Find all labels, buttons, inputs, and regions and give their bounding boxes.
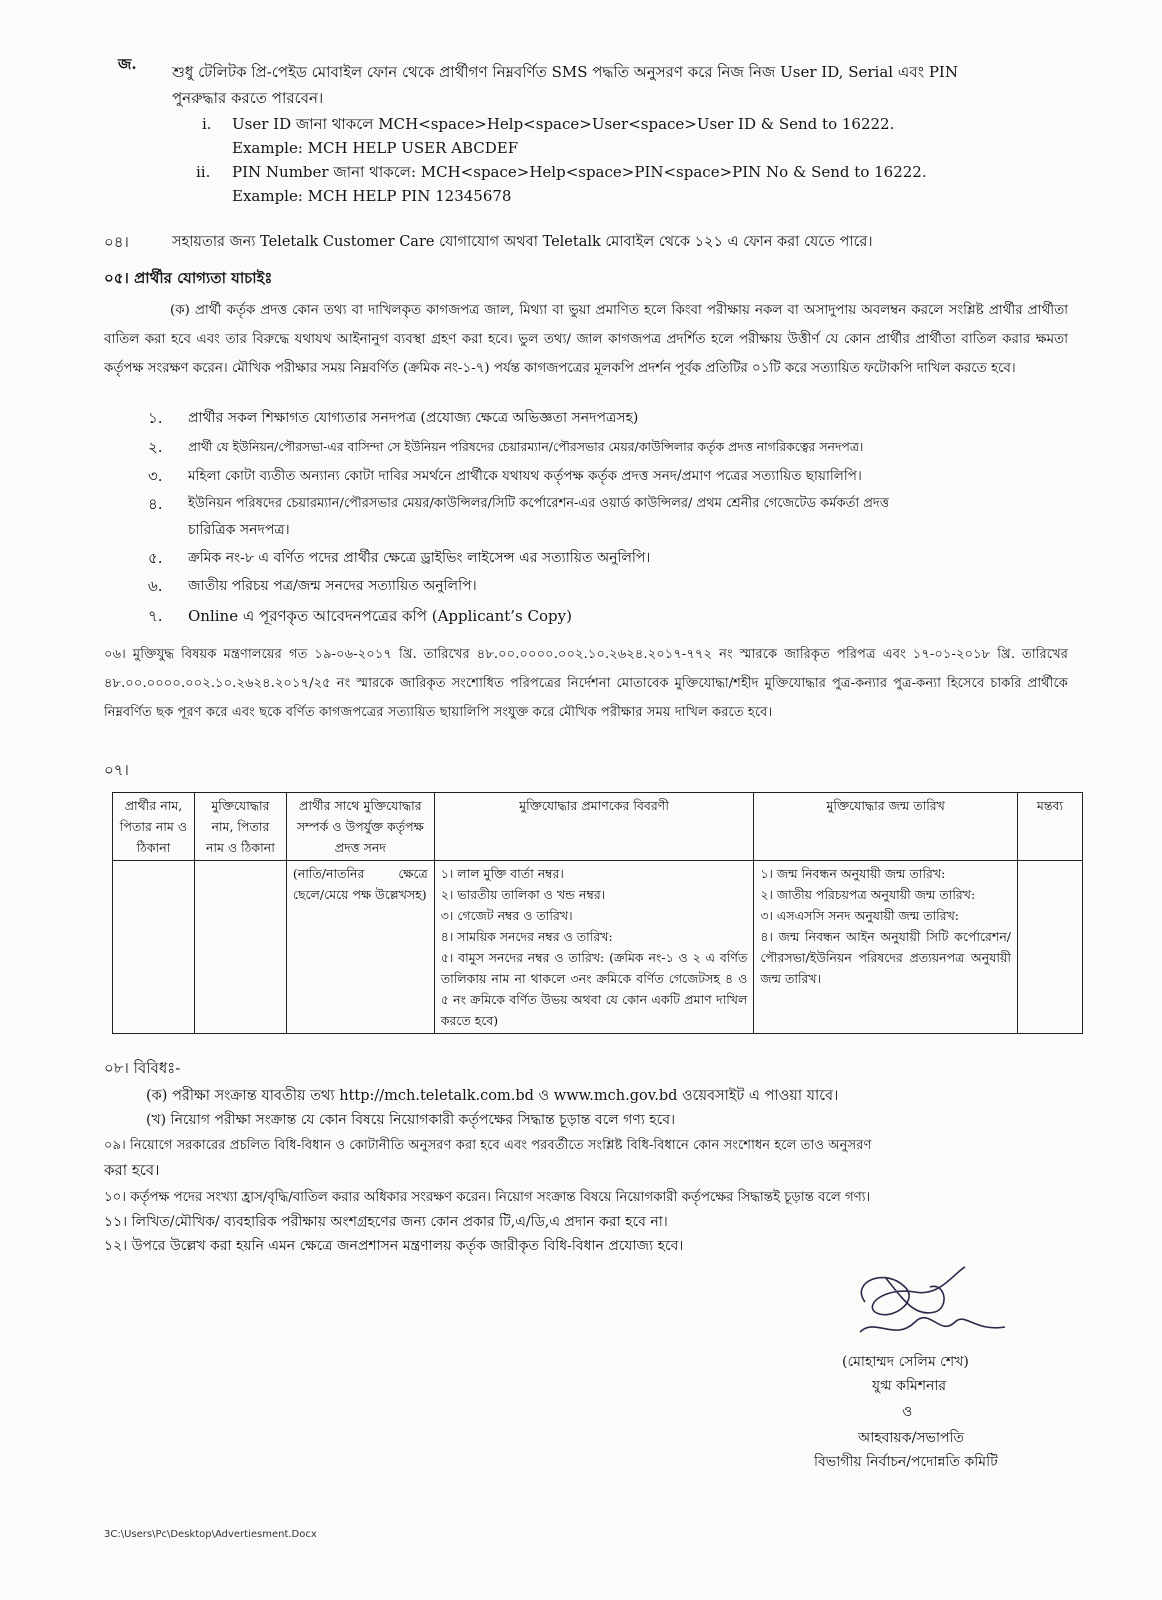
- signatory-and: ও: [902, 1404, 913, 1420]
- section-ja-text-line2: পুনরুদ্ধার করতে পারবেন।: [172, 89, 324, 107]
- dob-item: ২। জাতীয় পরিচয়পত্র অনুযায়ী জন্ম তারিখ:: [760, 887, 976, 902]
- table-header-cell: মুক্তিযোদ্ধার জন্ম তারিখ: [754, 793, 1018, 861]
- footer-file-path: 3C:\Users\Pc\Desktop\Advertiesment.Docx: [104, 1529, 317, 1540]
- doc-item-4-num: ৪.: [148, 495, 163, 513]
- proof-item: ৩। গেজেট নম্বর ও তারিখ।: [440, 908, 573, 923]
- section-08-heading: ০৮। বিবিধঃ-: [104, 1059, 181, 1077]
- section-04-number: ০৪।: [104, 233, 129, 251]
- section-05-heading: ০৫। প্রার্থীর যোগ্যতা যাচাইঃ: [104, 269, 273, 287]
- sms-item-1-marker: i.: [202, 115, 212, 133]
- section-06-paragraph: ০৬। মুক্তিযুদ্ধ বিষয়ক মন্ত্রণালয়ের গত ১৯-০৬-২০১৭ খ্রি. তারিখের ৪৮.০০.০০০০.০০২.১০.২৬২৪.২০১৭-৭৭২ নং স্মারকে জারিকৃত পরিপত্র এবং ১৭-০১-২০১৮ খ্রি. তারিখের ৪৮.০০.০০০০.০০২.১০.২৬২৪.২০১৭/২৫ নং স্মারকে জারিকৃত সংশোধিত পরিপত্রের নির্দেশনা মোতাবেক মুক্তিযোদ্ধা/শহীদ মুক্তিযোদ্ধার পুত্র-কন্যার পুত্র-কন্যা হিসেবে চাকরি প্রার্থীকে নিম্নবর্ণিত ছক পূরণ করে এবং ছকে বর্ণিত কাগজপত্রের সত্যায়িত ছায়ালিপি সংযুক্ত করে মৌখিক পরীক্ষার সময় দাখিল করতে হবে।: [104, 647, 1068, 720]
- section-10-text: ১০। কর্তৃপক্ষ পদের সংখ্যা হ্রাস/বৃদ্ধি/বাতিল করার অধিকার সংরক্ষণ করেন। নিয়োগ সংক্রান্ত বিষয়ে নিয়োগকারী কর্তৃপক্ষের সিদ্ধান্তই চূড়ান্ত বলে গণ্য।: [104, 1190, 871, 1205]
- dob-details-cell: [754, 861, 1018, 1034]
- doc-item-2-text: প্রার্থী যে ইউনিয়ন/পৌরসভা-এর বাসিন্দা সে ইউনিয়ন পরিষদের চেয়ারম্যান/পৌরসভার মেয়র/কাউন্সিলার কর্তৃক প্রদত্ত নাগরিকত্বের সনদপত্র।: [188, 439, 864, 454]
- section-11-text: ১১। লিখিত/মৌখিক/ ব্যবহারিক পরীক্ষায় অংশগ্রহণের জন্য কোন প্রকার টি,এ/ডি,এ প্রদান করা হবে না।: [104, 1214, 668, 1230]
- doc-item-2-num: ২.: [148, 438, 163, 456]
- sms-item-2-marker: ii.: [196, 163, 211, 181]
- sms-item-1-line1: User ID জানা থাকলে MCH<space>Help<space>User<space>User ID & Send to 16222.: [232, 115, 895, 133]
- doc-item-7-num: ৭.: [148, 607, 163, 625]
- table-row: [113, 861, 1083, 1034]
- section-07-number: ০৭।: [104, 761, 129, 779]
- relation-note-cell: (নাতি/নাতনির ক্ষেত্রে ছেলে/মেয়ে পক্ষ উল্লেখসহ): [286, 861, 434, 1034]
- signatory-title-2: আহবায়ক/সভাপতি: [858, 1430, 965, 1446]
- sms-item-1-line2: Example: MCH HELP USER ABCDEF: [232, 139, 519, 157]
- sms-item-2-line1: PIN Number জানা থাকলে: MCH<space>Help<space>PIN<space>PIN No & Send to 16222.: [232, 163, 927, 181]
- section-ja-marker: জ.: [118, 55, 137, 73]
- proof-item: ২। ভারতীয় তালিকা ও খন্ড নম্বর।: [440, 887, 606, 902]
- table-header-cell: মুক্তিযোদ্ধার নাম, পিতার নাম ও ঠিকানা: [194, 793, 286, 861]
- freedom-fighter-info-cell: [194, 861, 286, 1034]
- proof-item: ৪। সাময়িক সনদের নম্বর ও তারিখ:: [440, 929, 613, 944]
- section-05-paragraph: (ক) প্রার্থী কর্তৃক প্রদত্ত কোন তথ্য বা দাখিলকৃত কাগজপত্র জাল, মিথ্যা বা ভুয়া প্রমাণিত হলে কিংবা পরীক্ষায় নকল বা অসাদুপায় অবলম্বন করলে সংশ্লিষ্ট প্রার্থীর প্রার্থীতা বাতিল করা হবে এবং তার বিরুদ্ধে যথাযথ আইনানুগ ব্যবস্থা গ্রহণ করা হবে। ভুল তথ্য/ জাল কাগজপত্র প্রদর্শিত হলে পরীক্ষায় উত্তীর্ণ যে কোন প্রার্থীর প্রার্থীতা বাতিল করার ক্ষমতা কর্তৃপক্ষ সংরক্ষণ করেন। মৌখিক পরীক্ষার সময় নিম্নবর্ণিত (ক্রমিক নং-১-৭) পর্যন্ত কাগজপত্রের মূলকপি প্রদর্শন পূর্বক প্রতিটির ০১টি করে সত্যায়িত ফটোকপি দাখিল করতে হবে।: [104, 303, 1068, 376]
- section-12-text: ১২। উপরে উল্লেখ করা হয়নি এমন ক্ষেত্রে জনপ্রশাসন মন্ত্রণালয় কর্তৃক জারীকৃত বিধি-বিধান প্রযোজ্য হবে।: [104, 1238, 684, 1254]
- doc-item-4-text: ইউনিয়ন পরিষদের চেয়ারম্যান/পৌরসভার মেয়র/কাউন্সিলর/সিটি কর্পোরেশন-এর ওয়ার্ড কাউন্সিলর/ প্রথম শ্রেনীর গেজেটেড কর্মকর্তা প্রদত্ত: [188, 496, 890, 511]
- signature-scribble: [845, 1262, 1015, 1362]
- doc-item-5-num: ৫.: [148, 549, 163, 567]
- table-header-cell: মুক্তিযোদ্ধার প্রমাণকের বিবরণী: [434, 793, 754, 861]
- applicant-info-cell: [113, 861, 195, 1034]
- section-09-line2: করা হবে।: [104, 1161, 160, 1179]
- doc-item-6-num: ৬.: [148, 577, 163, 595]
- signatory-title-3: বিভাগীয় নির্বাচন/পদোন্নতি কমিটি: [814, 1454, 998, 1470]
- dob-item: ৩। এসএসসি সনদ অনুযায়ী জন্ম তারিখ:: [760, 908, 960, 923]
- dob-item: ১। জন্ম নিবন্ধন অনুযায়ী জন্ম তারিখ:: [760, 866, 946, 881]
- proof-item: ১। লাল মুক্তি বার্তা নম্বর।: [440, 866, 564, 881]
- table-header-cell: প্রার্থীর নাম, পিতার নাম ও ঠিকানা: [113, 793, 195, 861]
- doc-item-6-text: জাতীয় পরিচয় পত্র/জন্ম সনদের সত্যায়িত অনুলিপি।: [188, 578, 477, 594]
- doc-item-1-text: প্রার্থীর সকল শিক্ষাগত যোগ্যতার সনদপত্র (প্রযোজ্য ক্ষেত্রে অভিজ্ঞতা সনদপত্রসহ): [188, 410, 639, 426]
- signatory-title-1: যুগ্ম কমিশনার: [872, 1378, 947, 1394]
- freedom-fighter-proof-table: [112, 792, 1083, 1034]
- table-header-cell: প্রার্থীর সাথে মুক্তিযোদ্ধার সম্পর্ক ও উপর্যুক্ত কর্তৃপক্ষ প্রদত্ত সনদ: [286, 793, 434, 861]
- dob-item: ৪। জন্ম নিবন্ধন আইন অনুযায়ী সিটি কর্পোরেশন/ পৌরসভা/ইউনিয়ন পরিষদের প্রত্যয়নপত্র অনুযায়ী জন্ম তারিখ।: [760, 929, 1011, 986]
- misc-item-kha: (খ) নিয়োগ পরীক্ষা সংক্রান্ত যে কোন বিষয়ে নিয়োগকারী কর্তৃপক্ষের সিদ্ধান্ত চূড়ান্ত বলে গণ্য হবে।: [146, 1112, 676, 1128]
- doc-item-4-text2: চারিত্রিক সনদপত্র।: [188, 522, 290, 538]
- section-04-text: সহায়তার জন্য Teletalk Customer Care যোগাযোগ অথবা Teletalk মোবাইল থেকে ১২১ এ ফোন করা যেতে পারে।: [172, 234, 873, 250]
- remarks-cell: [1018, 861, 1083, 1034]
- doc-item-3-text: মহিলা কোটা ব্যতীত অন্যান্য কোটা দাবির সমর্থনে প্রার্থীকে যথাযথ কর্তৃপক্ষ কর্তৃক প্রদত্ত সনদ/প্রমাণ পত্রের সত্যায়িত ছায়ালিপি।: [188, 468, 862, 484]
- table-header-row: [113, 793, 1083, 861]
- proof-item: ৫। বামুস সনদের নম্বর ও তারিখ: (ক্রমিক নং-১ ও ২ এ বর্ণিত তালিকায় নাম না থাকলে ৩নং ক্রমিকে বর্ণিত গেজেটসহ ৪ ও ৫ নং ক্রমিকে বর্ণিত উভয় অথবা যে কোন একটি প্রমাণ দাখিল করতে হবে): [440, 950, 748, 1028]
- section-09-line1: ০৯। নিয়োগে সরকারের প্রচলিত বিধি-বিধান ও কোটানীতি অনুসরণ করা হবে এবং পরবর্তীতে সংশ্লিষ্ট বিধি-বিধানে কোন সংশোধন হলে তাও অনুসরণ: [104, 1138, 872, 1153]
- section-ja-text-line1: শুধু টেলিটক প্রি-পেইড মোবাইল ফোন থেকে প্রার্থীগণ নিম্নবর্ণিত SMS পদ্ধতি অনুসরণ করে নিজ নিজ User ID, Serial এবং PIN: [172, 63, 958, 81]
- doc-item-7-text: Online এ পূরণকৃত আবেদনপত্রের কপি (Applicant’s Copy): [188, 607, 572, 625]
- doc-item-3-num: ৩.: [148, 467, 163, 485]
- signatory-name: (মোহাম্মদ সেলিম শেখ): [842, 1354, 969, 1370]
- misc-item-ka: (ক) পরীক্ষা সংক্রান্ত যাবতীয় তথ্য http://mch.teletalk.com.bd ও www.mch.gov.bd ওয়েবসাইট এ পাওয়া যাবে।: [146, 1088, 839, 1104]
- sms-item-2-line2: Example: MCH HELP PIN 12345678: [232, 187, 512, 205]
- doc-item-1-num: ১.: [148, 409, 163, 427]
- doc-item-5-text: ক্রমিক নং-৮ এ বর্ণিত পদের প্রার্থীর ক্ষেত্রে ড্রাইভিং লাইসেন্স এর সত্যায়িত অনুলিপি।: [188, 550, 651, 566]
- table-header-cell: মন্তব্য: [1018, 793, 1083, 861]
- proof-details-cell: [434, 861, 754, 1034]
